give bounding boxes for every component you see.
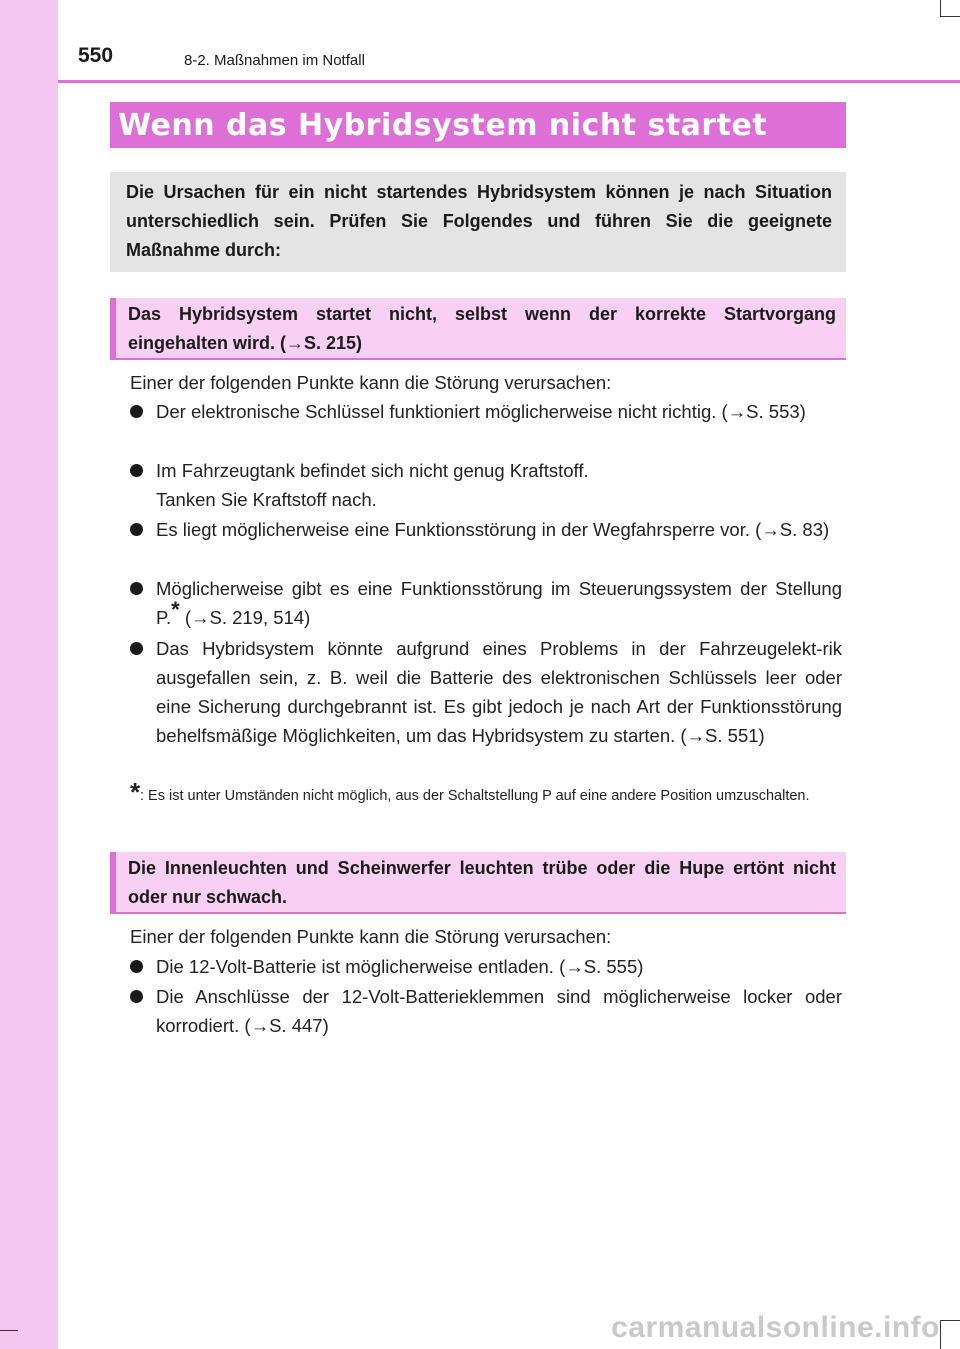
footnote [130,777,842,808]
crop-mark [940,16,960,17]
list-item-text: Der elektronische Schlüssel funktioniert möglicherweise nicht richtig. (→S. 553) [156,401,806,422]
header-divider [58,80,960,83]
section1-heading: Das Hybridsystem startet nicht, selbst wenn der korrekte Startvorgang eingehalten wird. (→S. 215) [128,304,836,353]
bullet-icon [130,960,143,973]
intro-text: Die Ursachen für ein nicht startendes Hybridsystem können je nach Situation unterschiedlich sein. Prüfen Sie Folgendes und führen Sie die geeignete Maßnahme durch: [126,182,832,260]
section-reference: 8-2. Maßnahmen im Notfall [184,52,365,69]
footnote-marker: * [171,596,180,622]
section2-heading: Die Innenleuchten und Scheinwerfer leuchten trübe oder die Hupe ertönt nicht oder nur schwach. [128,858,836,907]
list-item-text: Es liegt möglicherweise eine Funktionsstörung in der Wegfahrsperre vor. (→S. 83) [156,519,830,540]
list-item [130,574,842,632]
watermark: carmanualsonline.info [611,1311,940,1344]
side-color-strip [0,0,58,1349]
list-item-reference: (→S. 219, 514) [184,607,311,628]
page-number: 550 [78,44,114,67]
section2-lead: Einer der folgenden Punkte kann die Störung verursachen: [130,926,612,947]
bullet-icon [130,642,143,655]
bullet-icon [130,990,143,1003]
footnote-star: * [130,777,141,807]
list-item-text: Das Hybridsystem könnte aufgrund eines Problems in der Fahrzeugelekt-rik ausgefallen sein, z. B. weil die Batterie des elektronischen Schlüssels leer oder eine Sicherung durchgebrannt ist. Es gibt jedoch je nach Art der Funktionsstörung behelfsmäßige Möglichkeiten, um das Hybridsystem zu starten. (→S. 551) [156,638,842,746]
bullet-icon [130,582,143,595]
bullet-icon [130,405,143,418]
section1-heading-box [110,298,846,360]
list-item-text: Möglicherweise gibt es eine Funktionsstörung im Steuerungssystem der Stellung P. [156,578,842,628]
section2-heading-box [110,852,846,914]
list-item-text: Im Fahrzeugtank befindet sich nicht genug Kraftstoff. [156,460,589,481]
footnote-text: : Es ist unter Umständen nicht möglich, aus der Schaltstellung P auf eine andere Position umzuschalten. [140,788,810,804]
list-item [130,634,842,750]
bullet-icon [130,464,143,477]
list-item-text: Die Anschlüsse der 12-Volt-Batterieklemmen sind möglicherweise locker oder korrodiert. (→S. 447) [156,986,842,1036]
page-title: Wenn das Hybridsystem nicht startet [118,108,768,143]
list-item [130,952,842,981]
list-item-note: Tanken Sie Kraftstoff nach. [156,489,377,510]
list-item [130,515,842,544]
bullet-icon [130,523,143,536]
crop-mark [940,0,941,16]
section1-lead: Einer der folgenden Punkte kann die Störung verursachen: [130,372,612,393]
crop-mark [0,1330,18,1331]
crop-mark [940,1320,941,1349]
crop-mark [940,1320,960,1321]
list-item-text: Die 12-Volt-Batterie ist möglicherweise entladen. (→S. 555) [156,956,644,977]
intro-box [110,172,846,272]
list-item [130,982,842,1040]
list-item [130,456,842,514]
list-item [130,397,842,426]
page-title-bar [110,102,846,148]
